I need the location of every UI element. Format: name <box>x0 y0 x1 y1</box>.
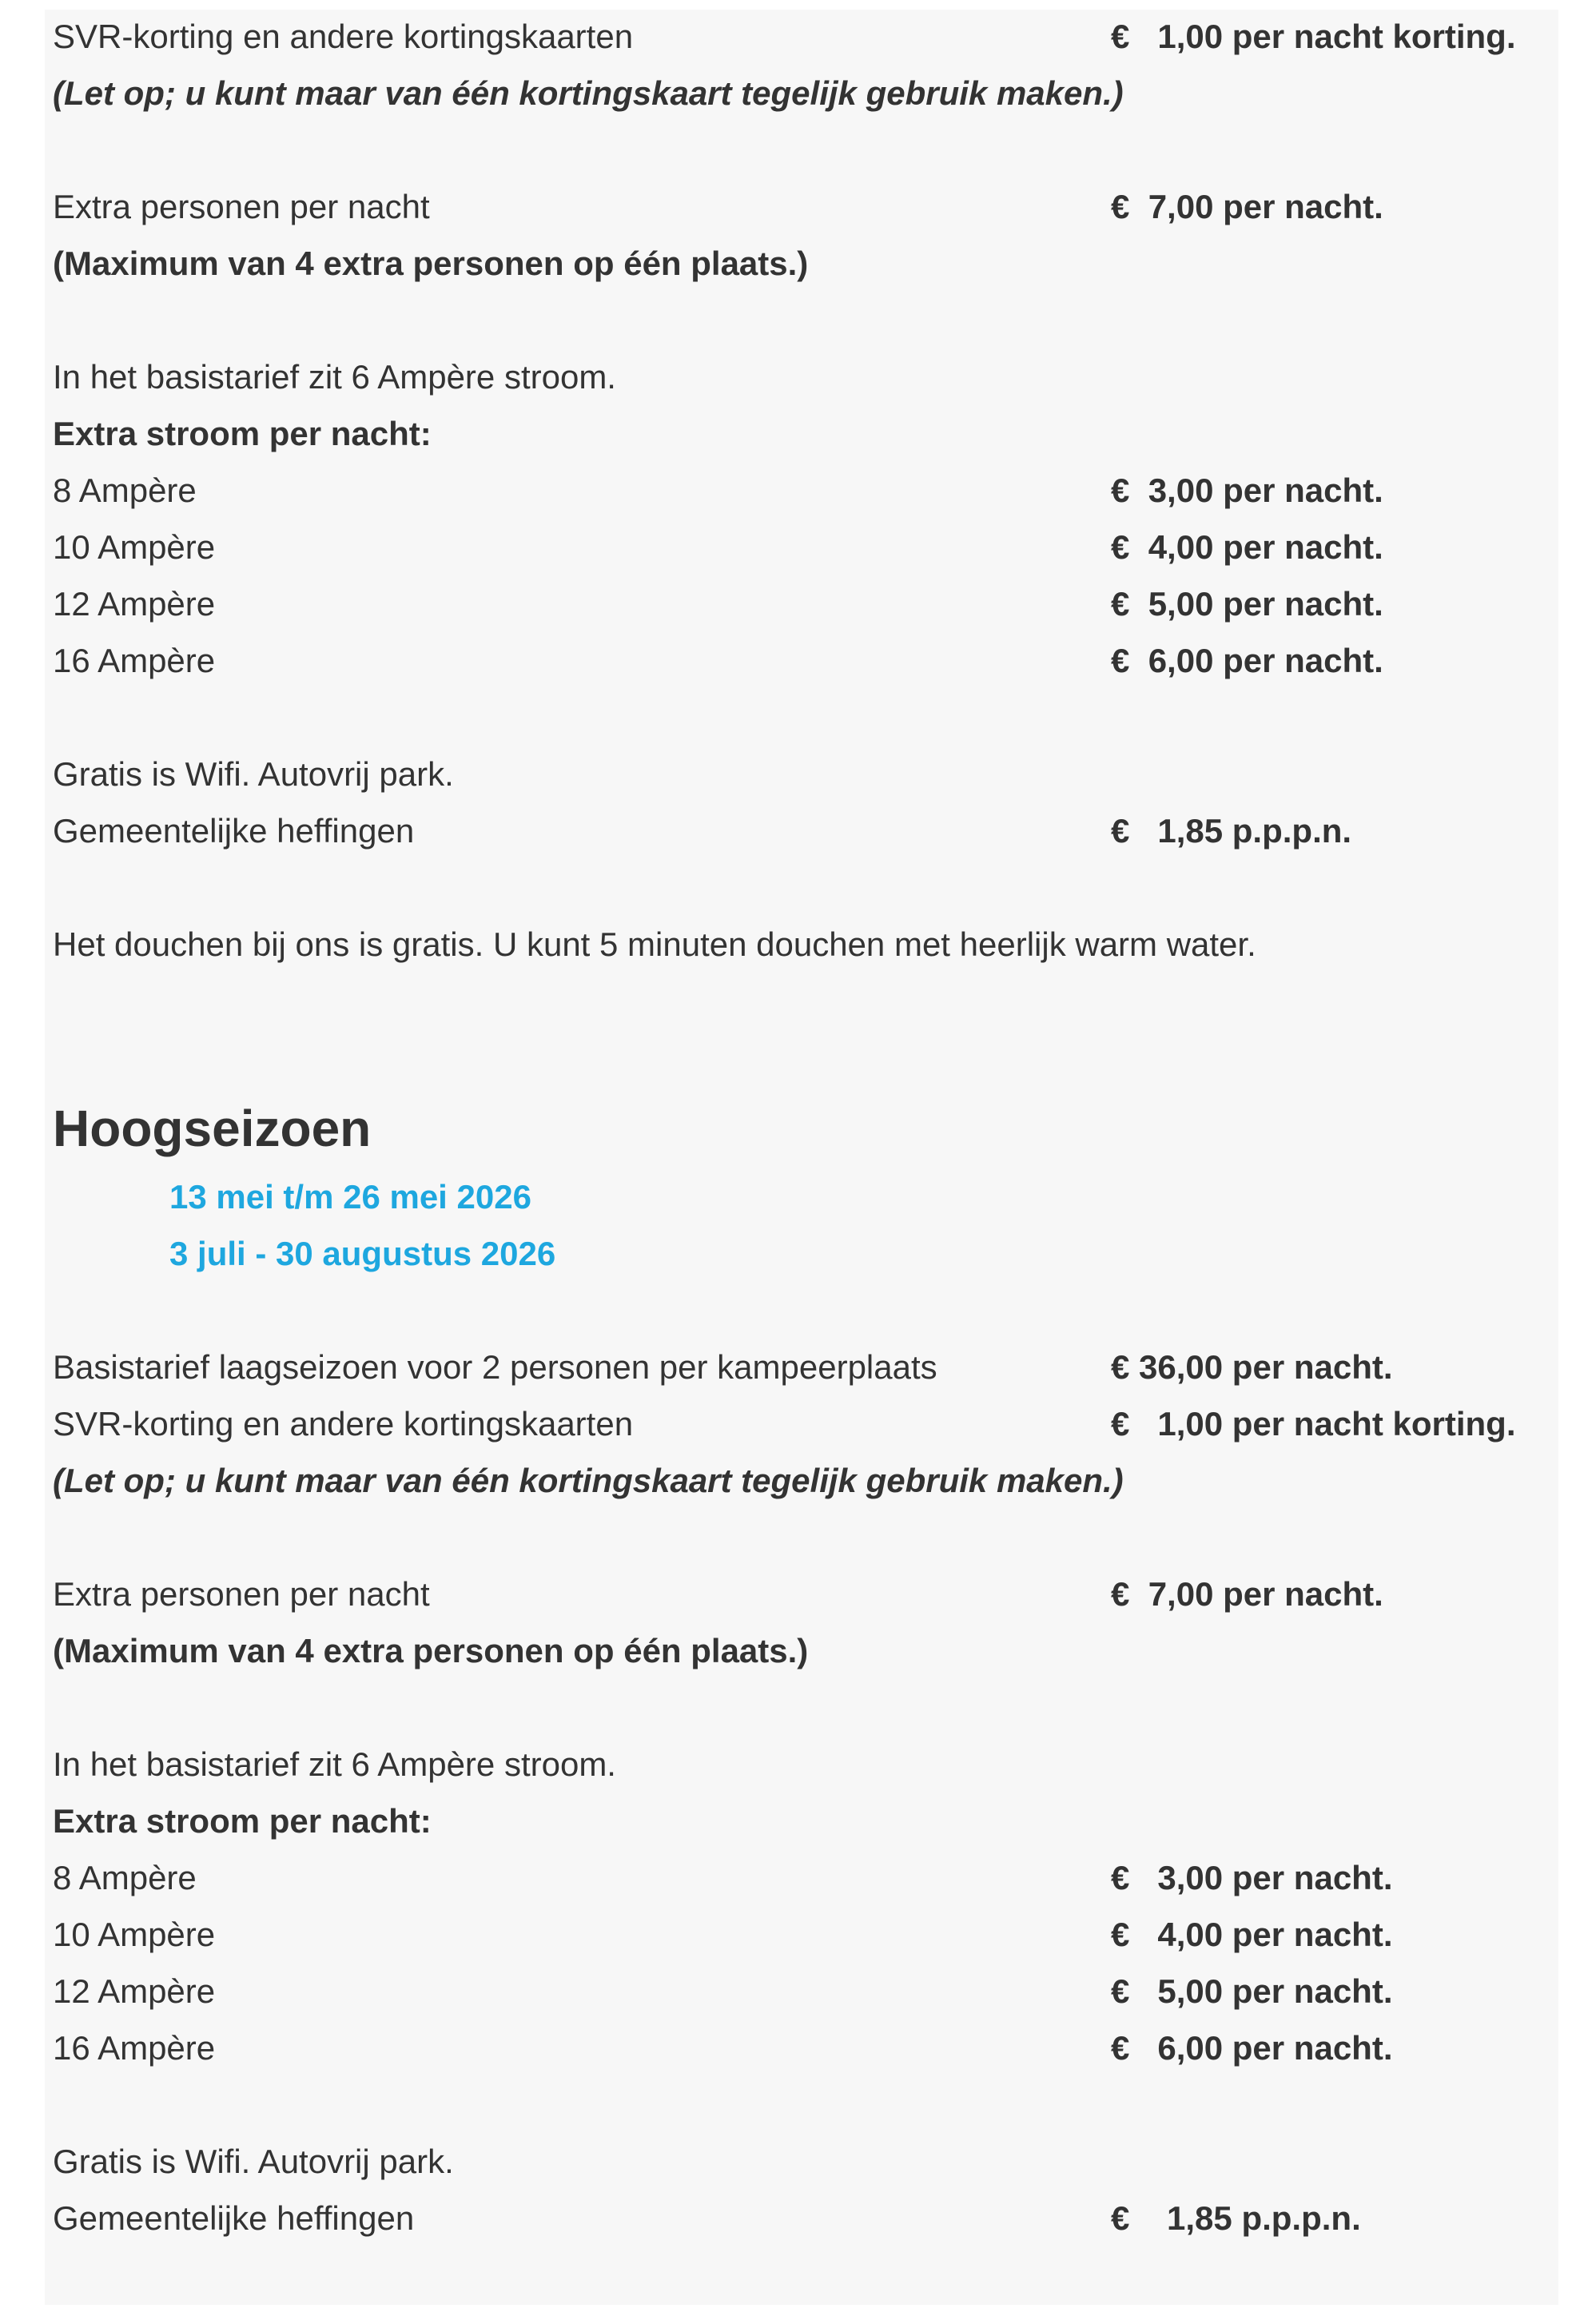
low-power-row-price: € 3,00 per nacht. <box>1111 472 1383 509</box>
high-extra-persons-label: Extra personen per nacht <box>53 1575 430 1613</box>
low-levies-price: € 1,85 p.p.p.n. <box>1111 812 1352 850</box>
low-discount-price: € 1,00 per nacht korting. <box>1111 18 1516 55</box>
high-power-row-price: € 4,00 per nacht. <box>1111 1916 1393 1953</box>
high-base-label: Basistarief laagseizoen voor 2 personen per kampeerplaats <box>53 1348 937 1386</box>
high-levies-label: Gemeentelijke heffingen <box>53 2199 415 2237</box>
high-power-row-label: 16 Ampère <box>53 2029 216 2067</box>
low-power-row-price: € 6,00 per nacht. <box>1111 642 1383 679</box>
low-levies-label: Gemeentelijke heffingen <box>53 812 415 850</box>
high-discount-label: SVR-korting en andere kortingskaarten <box>53 1405 634 1442</box>
low-power-row-label: 8 Ampère <box>53 472 197 509</box>
high-power-row-price: € 5,00 per nacht. <box>1111 1972 1393 2010</box>
high-base-price: € 36,00 per nacht. <box>1111 1348 1393 1386</box>
low-power-row-label: 10 Ampère <box>53 528 216 566</box>
high-discount-note: (Let op; u kunt maar van één kortingskaart tegelijk gebruik maken.) <box>53 1462 1124 1499</box>
high-season-title: Hoogseizoen <box>53 1100 372 1157</box>
high-extra-persons-note: (Maximum van 4 extra personen op één plaats.) <box>53 1632 809 1669</box>
high-levies-price: € 1,85 p.p.p.n. <box>1111 2199 1361 2237</box>
high-power-row-price: € 6,00 per nacht. <box>1111 2029 1393 2067</box>
low-shower-note: Het douchen bij ons is gratis. U kunt 5 minuten douchen met heerlijk warm water. <box>53 925 1256 963</box>
high-power-base-note: In het basistarief zit 6 Ampère stroom. <box>53 1745 616 1783</box>
low-extra-persons-price: € 7,00 per nacht. <box>1111 188 1383 225</box>
high-season-date: 3 juli - 30 augustus 2026 <box>169 1235 556 1272</box>
high-power-row-label: 8 Ampère <box>53 1859 197 1896</box>
high-discount-price: € 1,00 per nacht korting. <box>1111 1405 1516 1442</box>
low-power-row-label: 12 Ampère <box>53 585 216 623</box>
high-power-row-label: 12 Ampère <box>53 1972 216 2010</box>
low-extra-persons-label: Extra personen per nacht <box>53 188 430 225</box>
low-wifi-note: Gratis is Wifi. Autovrij park. <box>53 755 454 793</box>
low-discount-label: SVR-korting en andere kortingskaarten <box>53 18 634 55</box>
high-extra-persons-price: € 7,00 per nacht. <box>1111 1575 1383 1613</box>
low-extra-persons-note: (Maximum van 4 extra personen op één plaats.) <box>53 245 809 282</box>
low-discount-note: (Let op; u kunt maar van één kortingskaart tegelijk gebruik maken.) <box>53 74 1124 112</box>
low-power-row-price: € 5,00 per nacht. <box>1111 585 1383 623</box>
low-extra-power-heading: Extra stroom per nacht: <box>53 415 432 452</box>
high-extra-power-heading: Extra stroom per nacht: <box>53 1802 432 1840</box>
high-wifi-note: Gratis is Wifi. Autovrij park. <box>53 2143 454 2180</box>
low-power-base-note: In het basistarief zit 6 Ampère stroom. <box>53 358 616 396</box>
high-season-date: 13 mei t/m 26 mei 2026 <box>169 1178 531 1216</box>
low-power-row-price: € 4,00 per nacht. <box>1111 528 1383 566</box>
high-power-row-price: € 3,00 per nacht. <box>1111 1859 1393 1896</box>
high-power-row-label: 10 Ampère <box>53 1916 216 1953</box>
low-power-row-label: 16 Ampère <box>53 642 216 679</box>
